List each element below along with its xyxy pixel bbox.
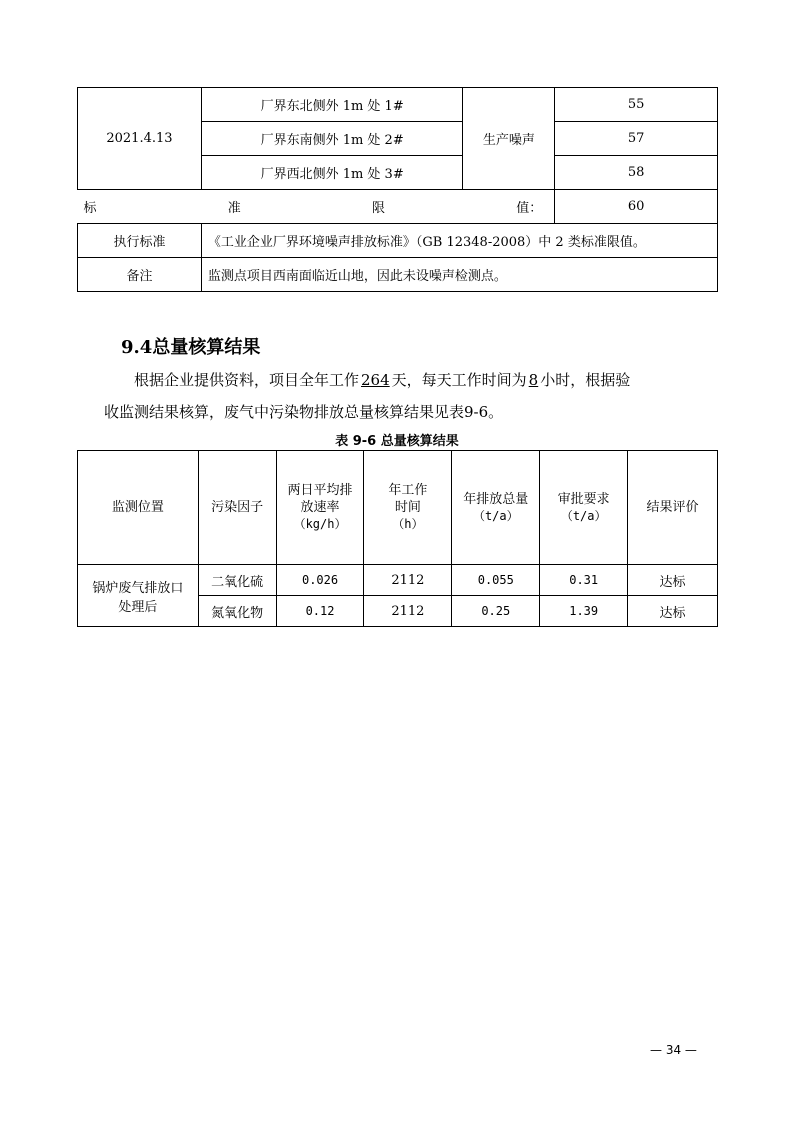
remark-text: 监测点项目西南面临近山地，因此未设噪声检测点。	[201, 258, 717, 292]
annual-cell: 0.25	[452, 596, 540, 627]
hours-cell: 2112	[364, 565, 452, 596]
location-cell: 锅炉废气排放口 处理后	[78, 565, 199, 627]
remark-label: 备注	[78, 258, 202, 292]
work-days: 264	[361, 371, 390, 389]
evaluation-cell: 达标	[628, 565, 718, 596]
monitoring-point: 厂界东南侧外 1m 处 2#	[201, 122, 463, 156]
table-row	[78, 190, 718, 224]
standard-text: 《工业企业厂界环境噪声排放标准》（GB 12348-2008）中 2 类标准限值。	[201, 224, 717, 258]
rate-cell: 0.026	[276, 565, 364, 596]
table-row	[78, 88, 718, 122]
total-accounting-table	[77, 450, 718, 627]
limit-label-cell	[78, 190, 555, 224]
limit-value: 60	[555, 190, 718, 224]
approved-cell: 1.39	[540, 596, 628, 627]
standard-label: 执行标准	[78, 224, 202, 258]
table-row	[78, 224, 718, 258]
noise-value: 55	[555, 88, 718, 122]
monitoring-point: 厂界西北侧外 1m 处 3#	[201, 156, 463, 190]
pollutant-cell: 氮氧化物	[198, 596, 276, 627]
annual-cell: 0.055	[452, 565, 540, 596]
monitoring-date: 2021.4.13	[78, 88, 202, 190]
noise-value: 58	[555, 156, 718, 190]
header-pollutant: 污染因子	[198, 451, 276, 565]
header-location: 监测位置	[78, 451, 199, 565]
noise-type: 生产噪声	[463, 88, 555, 190]
hours-cell: 2112	[364, 596, 452, 627]
table-caption: 表 9-6 总量核算结果	[335, 434, 459, 449]
noise-monitoring-table	[77, 87, 718, 292]
page-number: — 34 —	[650, 1043, 697, 1057]
paragraph-line: 根据企业提供资料，项目全年工作 264 天，每天工作时间为 8 小时，根据验	[134, 371, 631, 389]
monitoring-point: 厂界东北侧外 1m 处 1#	[201, 88, 463, 122]
table-row	[78, 565, 718, 596]
header-annual-emission: 年排放总量 （t/a）	[452, 451, 540, 565]
pollutant-cell: 二氧化硫	[198, 565, 276, 596]
rate-cell: 0.12	[276, 596, 364, 627]
paragraph-line: 收监测结果核算，废气中污染物排放总量核算结果见表9-6。	[104, 403, 504, 421]
limit-label: 标 准 限 值：	[83, 201, 543, 216]
table-row	[78, 258, 718, 292]
noise-value: 57	[555, 122, 718, 156]
work-hours: 8	[528, 371, 539, 389]
section-heading: 9.4总量核算结果	[121, 337, 261, 358]
evaluation-cell: 达标	[628, 596, 718, 627]
header-work-time: 年工作 时间 （h）	[364, 451, 452, 565]
approved-cell: 0.31	[540, 565, 628, 596]
header-evaluation: 结果评价	[628, 451, 718, 565]
table-header-row	[78, 451, 718, 565]
header-approved-limit: 审批要求 （t/a）	[540, 451, 628, 565]
header-rate: 两日平均排 放速率 （kg/h）	[276, 451, 364, 565]
